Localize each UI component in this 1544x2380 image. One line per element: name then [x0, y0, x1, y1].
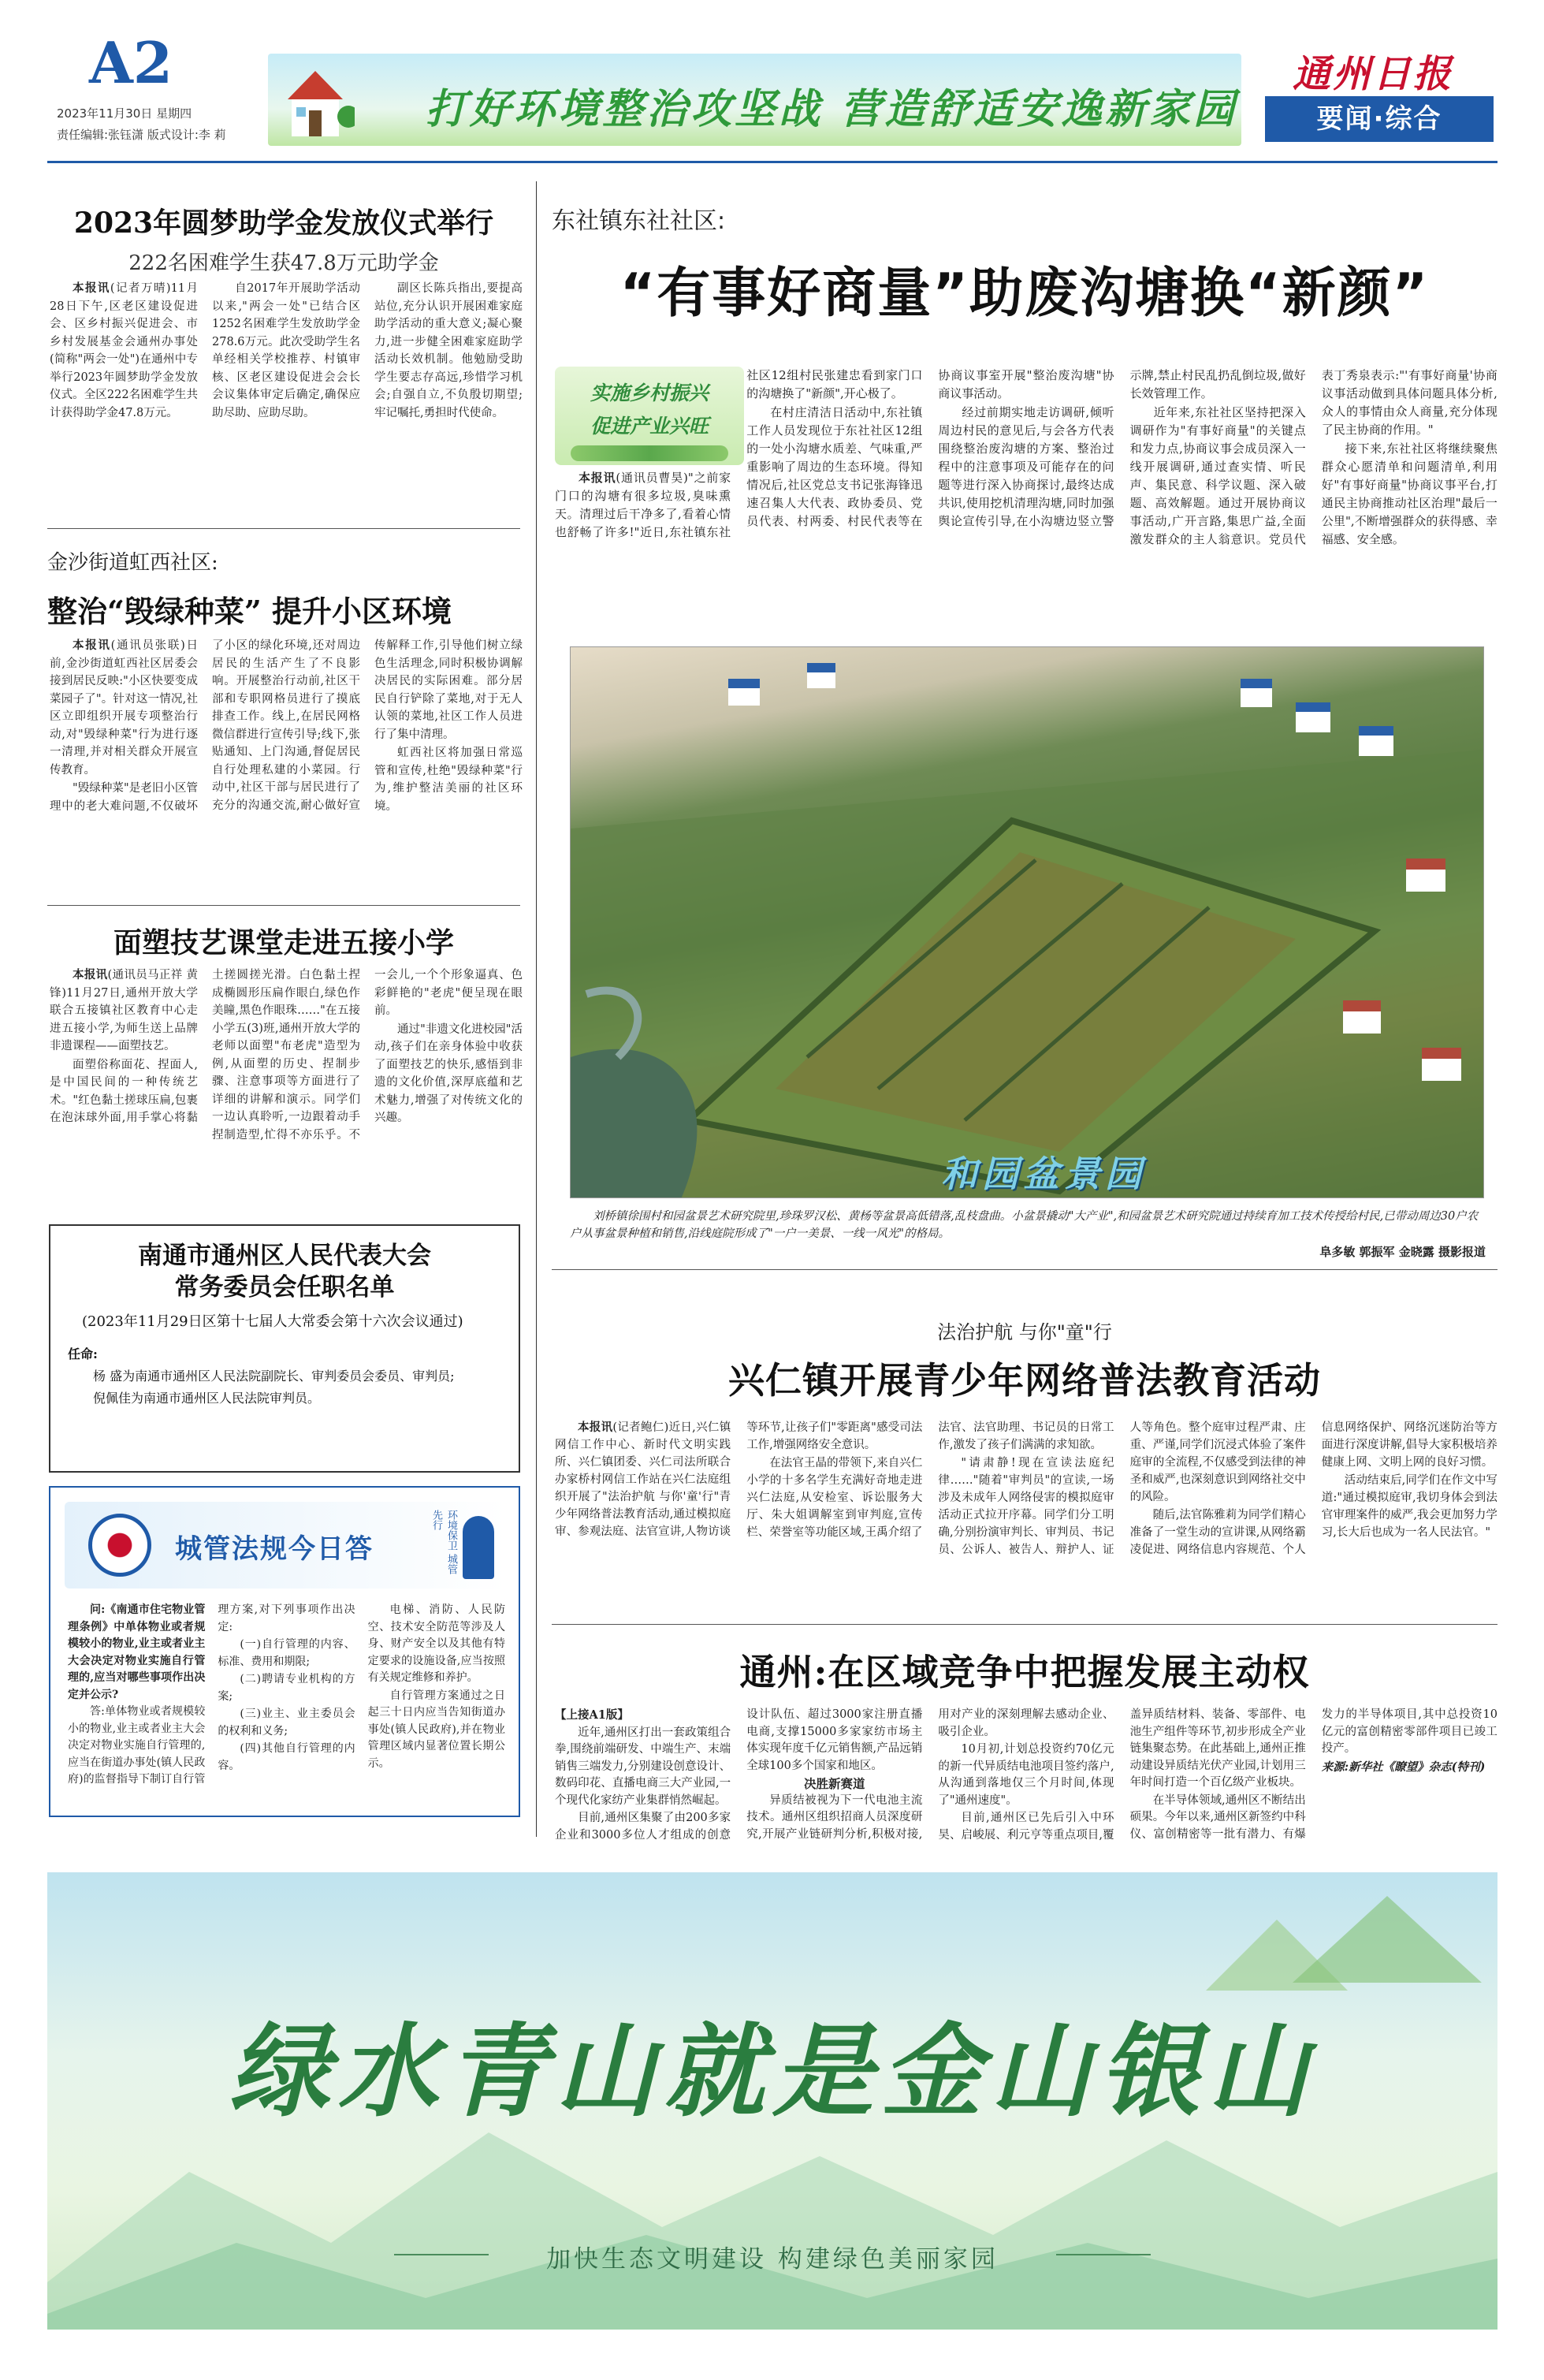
article5-kicker: 法治护航 与你"童"行 — [937, 1321, 1112, 1343]
article1-body — [50, 280, 523, 493]
feature-body — [555, 367, 1497, 635]
paragraph: 虹西社区将加强日常巡管和宣传,杜绝"毁绿种菜"行为,维护整洁美丽的社区环境。 — [374, 747, 523, 813]
byline-intro: 本报讯 — [578, 1421, 613, 1434]
officer-silhouette-icon — [463, 1516, 494, 1579]
qa-title: 城管法规今日答 — [175, 1533, 374, 1565]
article2-body — [50, 637, 523, 893]
paragraph: 近年来,东社社区坚持把深入调研作为"有事好商量"的关键点和发力点,协商议事会成员深入一线开展调研,通过查实情、听民声、集民意、科学议题、深入破题、高效解题。通过开展协商议事活动,广开言路,集思广益,全面激发群众的主人翁意识。党员代表丁秀泉表示:"'有事好商量'协商议事活动做到具体问题具体分析,众人的事情由众人商量,充分体现了民主协商的作用。" — [1129, 368, 1497, 546]
article6-title: 通州:在区域竞争中把握发展主动权 — [739, 1651, 1310, 1693]
article5-body — [555, 1419, 1497, 1612]
paper-name-logo: 通州日报 — [1293, 52, 1454, 96]
paragraph: 近日,兴仁镇网信工作中心、新时代文明实践所、兴仁镇团委、兴仁司法所联合办家桥村网信工作站在兴仁法庭组织开展了"法治护航 与你'童'行"青少年网络普法教育活动,通过模拟庭审、参观法庭、法官宣讲,人物访谈等环节,让孩子们"零距离"感受司法工作,增强网络安全意识。 — [555, 1421, 923, 1538]
paragraph: (四)其他自行管理的内容。 — [218, 1742, 355, 1772]
continued-marker: 【上接A1版】 — [555, 1708, 629, 1722]
paragraph: 异质结被视为下一代电池主流技术。通州区组织招商人员深度研究,开展产业链研判分析,积极对接,用对产业的深刻理解去感动企业、吸引企业。 — [746, 1708, 1114, 1841]
article6-body — [555, 1707, 1497, 1845]
notice-title-line1: 南通市通州区人民代表大会 — [138, 1242, 431, 1270]
badge-line2: 促进产业兴旺 — [590, 415, 709, 438]
paragraph: 目前,通州区已先后引入中环昊、启峻展、利元亨等重点项目,覆盖异质结材料、装备、零部件、电池生产组件等环节,初步形成全产业链集聚态势。在此基础上,通州正推动建设异质结光伏产业园,计划用三年时间打造一个百亿级产业板块。 — [938, 1708, 1306, 1842]
section-label: 要闻·综合 — [1265, 96, 1494, 142]
top-banner — [268, 54, 1241, 146]
byline-intro: 本报讯 — [579, 471, 616, 485]
footer-slogan: 加快生态文明建设 构建绿色美丽家园 — [546, 2245, 999, 2274]
aerial-landscape-graphic — [571, 647, 1484, 1198]
header-rule — [47, 161, 1497, 163]
column-divider — [536, 181, 537, 1837]
paragraph: 电梯、消防、人民防空、技术安全防范等涉及人身、财产安全以及其他有特定要求的设施设备,应当按照有关规定维修和养护。 — [367, 1603, 505, 1684]
feature-kicker: 东社镇东社社区: — [552, 207, 726, 235]
banner-slogan: 打好环境整治攻坚战 营造舒适安逸新家园 — [426, 85, 1238, 133]
notice-title-line2: 常务委员会任职名单 — [174, 1273, 395, 1302]
paragraph: 目前,通州区集聚了由200多家企业和3000多位人才组成的创意设计队伍、超过3000家注册直播电商,支撑15000多家家纺市场主体实现年度千亿元销售额,产品远销全球100多个国家和地区。 — [555, 1708, 923, 1842]
paragraph: 在法官王晶的带领下,来自兴仁小学的十多名学生充满好奇地走进兴仁法庭,从安检室、诉讼服务大厅、朱大姐调解室到审判庭,宣传栏、荣誉室等功能区域,王禹介绍了法官、法官助理、书记员的日常工作,激发了孩子们满满的求知欲。 — [746, 1421, 1114, 1539]
badge-spacer — [555, 367, 731, 469]
house-illustration — [284, 61, 355, 140]
paragraph: 日前,金沙街道虹西社区居委会接到居民反映:"小区快要变成菜园子了"。针对这一情况,社区立即组织开展专项整治行动,对"毁绿种菜"行为进行逐一清理,并对相关群众开展宣传教育。 — [50, 639, 198, 777]
footer-banner — [47, 1872, 1497, 2330]
paragraph: 答:单体物业或者规模较小的物业,业主或者业主大会决定对物业实施自行管理的,应当在街道办事处(镇人民政府)的监督指导下制订自行管理方案,对下列事项作出决定: — [68, 1603, 355, 1786]
paragraph: "毁绿种菜"是老旧小区管理中的老大难问题,不仅破坏了小区的绿化环境,还对周边居民的生活产生了不良影响。开展整治行动前,社区干部和专职网格员进行了摸底排查工作。线上,在居民网格微信群进行宣传引导;线下,张贴通知、上门沟通,督促居民自行处理私建的小菜园。行动中,社区干部与居民进行了充分的沟通交流,耐心做好宣传解释工作,引导他们树立绿色生活理念,同时积极协调解决居民的实际困难。部分居民自行铲除了菜地,对于无人认领的菜地,社区工作人员进行了集中清理。 — [50, 639, 523, 813]
qa-question: 问:《南通市住宅物业管理条例》中单体物业或者规模较小的物业,业主或者业主大会决定对物业实施自行管理的,应当对哪些事项作出决定并公示? — [68, 1603, 206, 1701]
paragraph: (二)聘请专业机构的方案; — [218, 1673, 355, 1703]
calligraphy-slogan: 绿水青山就是金山银山 — [228, 2013, 1316, 2131]
divider — [47, 905, 520, 906]
city-management-emblem-icon — [88, 1514, 151, 1577]
divider — [552, 1624, 1497, 1625]
paragraph: 自2017年开展助学活动以来,"两会一处"已结合区1252名困难学生发放助学金278.6万元。此次受助学生名单经相关学校推荐、村镇审核、区老区建设促进会会长会议集体审定后确定,确保应助尽助、应助尽助。 — [212, 282, 360, 419]
paragraph: 自行管理方案通过之日起三十日内应当告知街道办事处(镇人民政府),并在物业管理区域内显著位置长期公示。 — [367, 1689, 505, 1770]
photo-caption: 刘桥镇徐围村和园盆景艺术研究院里,珍珠罗汉松、黄杨等盆景高低错落,乱枝盘曲。小盆景撬动"大产业",和园盆景艺术研究院通过持续育加工技术传授给村民,已带动周边30户农户从事盆景种植和销售,沿线庭院形成了"一户一美景、一线一风光"的格局。 — [570, 1210, 1479, 1240]
qa-body — [68, 1602, 505, 1811]
article6-source: 来源:新华社《瞭望》杂志(特刊) — [1321, 1760, 1486, 1774]
byline-reporter: (记者万晴) — [110, 282, 171, 295]
byline-reporter: (通讯员张联) — [110, 639, 185, 652]
byline-reporter: (通讯员马正祥 黄锋) — [50, 969, 199, 1000]
notice-appointment: 倪佩佳为南通市通州区人民法院审判员。 — [93, 1391, 321, 1406]
article2-title: 整治“毁绿种菜” 提升小区环境 — [47, 594, 452, 629]
article3-body — [50, 967, 523, 1211]
paragraph: (一)自行管理的内容、标准、费用和期限; — [218, 1638, 355, 1668]
divider — [47, 528, 520, 529]
paragraph: 通过"非遗文化进校园"活动,孩子们在亲身体验中收获了面塑技艺的快乐,感悟到非遗的文化价值,深厚底蕴和艺术魅力,增强了对传统文化的兴趣。 — [374, 1022, 523, 1124]
paragraph: 10月初,计划总投资约70亿元的新一代异质结电池项目签约落户,从沟通到落地仅三个月时间,体现了"通州速度"。 — [938, 1743, 1114, 1807]
paragraph: 面塑俗称面花、捏面人,是中国民间的一种传统艺术。"红色黏土搓球压扁,包裹在泡沫球外面,用手掌心将黏土搓圆搓光滑。白色黏土捏成椭圆形压扁作眼白,绿色作美瞳,黑色作眼珠……"在五接小学五(3)班,通州开放大学的老师以面塑"布老虎"造型为例,从面塑的历史、捏制步骤、注意事项等方面进行了详细的讲解和演示。同学们一边认真聆听,一边跟着动手捏制造型,忙得不亦乐乎。不一会儿,一个个形象逼真、色彩鲜艳的"老虎"便呈现在眼前。 — [50, 969, 523, 1142]
byline-intro: 本报讯 — [73, 281, 110, 295]
article6-subhead: 决胜新赛道 — [804, 1776, 865, 1791]
article2-kicker: 金沙街道虹西社区: — [47, 551, 218, 575]
byline-reporter: (通讯员曹昊) — [616, 471, 688, 485]
paragraph: 活动结束后,同学们在作文中写道:"通过模拟庭审,我切身体会到法官审理案件的威严,我会更加努力学习,长大后也成为一名人民法官。" — [1321, 1474, 1497, 1539]
feature-title: “有事好商量”助废沟塘换“新颜” — [619, 263, 1430, 325]
slogan-line-left — [394, 2254, 489, 2255]
paragraph: 副区长陈兵指出,要提高站位,充分认识开展困难家庭助学活动的重大意义;凝心聚力,进一步健全困难家庭助学活动长效机制。他勉励受助学生要志存高远,珍惜学习机会;自强自立,不负殷切期望;牢记嘱托,勇担时代使命。 — [374, 282, 523, 419]
article1-title: 2023年圆梦助学金发放仪式举行 — [73, 207, 494, 240]
byline-intro: 本报讯 — [73, 968, 108, 981]
paragraph: 11月27日,通州开放大学联合五接镇社区教育中心走进五接小学,为师生送上品牌非遗课程——面塑技艺。 — [50, 986, 198, 1052]
editor-credits: 责任编辑:张钰潇 版式设计:李 莉 — [57, 128, 226, 142]
issue-date: 2023年11月30日 星期四 — [57, 106, 192, 121]
paragraph: 随后,法官陈雅莉为同学们精心准备了一堂生动的宣讲课,从网络霸凌促进、网络信息内容规范、个人信息网络保护、网络沉迷防治等方面进行深度讲解,倡导大家积极培养健康上网、文明上网的良好习惯。 — [1129, 1421, 1497, 1556]
notice-adopted: (2023年11月29日区第十七届人大常委会第十六次会议通过) — [82, 1313, 463, 1330]
byline-intro: 本报讯 — [73, 639, 111, 652]
paragraph: 11月28日下午,区老区建设促进会、区乡村振兴促进会、市乡村发展基金会通州办事处(简称"两会一处")在通州中专举行2023年圆梦助学金发放仪式。全区222名困难学生共计获得助学金47.8万元。 — [50, 282, 198, 419]
qa-box — [49, 1486, 520, 1817]
paragraph: 接下来,东社社区将继续聚焦群众心愿清单和问题清单,利用好"有事好商量"协商议事平台,打通民主协商推动社区治理"最后一公里",不断增强群众的获得感、幸福感、安全感。 — [1321, 441, 1497, 546]
paragraph: "之前家门口的沟塘有很多垃圾,臭味熏天。清理过后干净多了,看着心情也舒畅了许多!"近日,东社镇东社社区12组村民张建忠看到家门口的沟塘换了"新颜",开心极了。 — [555, 368, 923, 539]
notice-box — [49, 1224, 520, 1473]
paragraph: 在村庄清洁日活动中,东社镇工作人员发现位于东社社区12组的一处小沟塘水质差、气味重,严重影响了周边的生态环境。得知情况后,社区党总支书记张海锋迅速召集人大代表、政协委员、党员代表、村两委、村民代表等在协商议事室开展"整治废沟塘"协商议事活动。 — [746, 368, 1114, 528]
notice-appoint-label: 任命: — [68, 1346, 98, 1361]
article1-subtitle: 222名困难学生获47.8万元助学金 — [128, 251, 439, 275]
paragraph: "请肃静!现在宣读法庭纪律……"随着"审判员"的宣读,一场涉及未成年人网络侵害的模拟庭审活动正式拉开序幕。同学们分工明确,分别扮演审判长、审判员、书记员、公诉人、被告人、辩护人、证人等角色。整个庭审过程严肃、庄重、严谨,同学们沉浸式体验了案件庭审的全流程,不仅感受到法律的神圣和威严,也深刻意识到网络社交中的风险。 — [938, 1421, 1306, 1556]
article3-title: 面塑技艺课堂走进五接小学 — [113, 926, 454, 959]
page-number: A2 — [89, 29, 173, 96]
paragraph: 在半导体领域,通州区不断结出硕果。今年以来,通州区新签约中科仪、富创精密等一批有潜力、有爆发力的半导体项目,其中总投资10亿元的富创精密零部件项目已竣工投产。 — [1129, 1708, 1497, 1841]
paragraph: 经过前期实地走访调研,倾听周边村民的意见后,与会各方代表围绕整治废沟塘的方案、整治过程中的注意事项及可能存在的问题等进行深入协商探讨,最终达成共识,使用挖机清理沟塘,同时加强舆论宣传引导,在小沟塘边竖立警示牌,禁止村民乱扔乱倒垃圾,做好长效管理工作。 — [938, 368, 1306, 528]
slogan-line-right — [1056, 2254, 1151, 2255]
qa-badge: 环境保卫 城管先行 — [430, 1510, 457, 1575]
paragraph: 近年,通州区打出一套政策组合拳,围绕前端研发、中端生产、末端销售三端发力,分别建设创意设计、数码印花、直播电商三大产业园,一个现代化家纺产业集群悄然崛起。 — [555, 1726, 731, 1807]
paragraph: (三)业主、业主委员会的权利和义务; — [218, 1708, 355, 1738]
photo-credit: 阜多敏 郭振军 金晓露 摄影报道 — [1319, 1245, 1486, 1259]
bonsai-garden-photo — [570, 646, 1484, 1198]
badge-line1: 实施乡村振兴 — [590, 382, 709, 404]
byline-reporter: (记者鲍仁) — [612, 1421, 669, 1434]
article5-title: 兴仁镇开展青少年网络普法教育活动 — [728, 1359, 1321, 1402]
divider — [552, 1269, 1497, 1270]
notice-appointment: 杨 盛为南通市通州区人民法院副院长、审判委员会委员、审判员; — [93, 1369, 455, 1384]
qa-header — [65, 1502, 506, 1589]
photo-label: 和园盆景园 — [941, 1153, 1146, 1195]
